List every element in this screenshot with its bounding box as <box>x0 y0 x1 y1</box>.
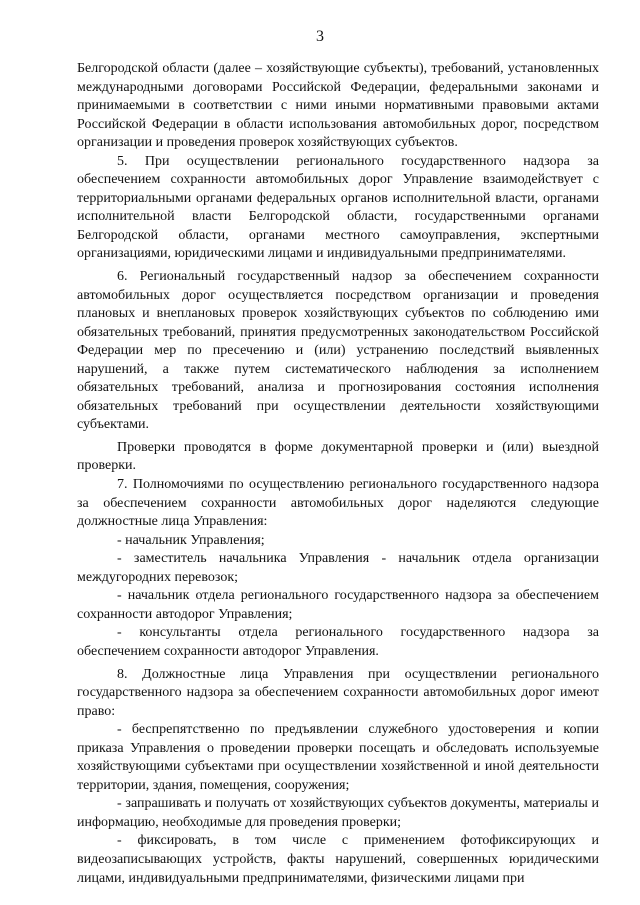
list-item: - запрашивать и получать от хозяйствующих субъектов документы, материалы и информацию, необходимые для проведения проверки; <box>77 796 599 830</box>
paragraph: 5. При осуществлении регионального государственного надзора за обеспечением сохранности автомобильных дорог Управление взаимодействует с территориальными органами федеральных органов исполнительной власти, органами исполнительной власти Белгородской области, государственными органами Белгородской области, органами местного самоуправления, экспертными организациями, юридическими лицами и индивидуальными предпринимателями. <box>77 153 599 262</box>
list-item: - заместитель начальника Управления - начальник отдела организации междугородних перевозок; <box>77 551 599 585</box>
list-item: - консультанты отдела регионального государственного надзора за обеспечением сохранности автодорог Управления. <box>77 625 599 659</box>
paragraph: 8. Должностные лица Управления при осуществлении регионального государственного надзора за обеспечением сохранности автомобильных дорог имеют право: <box>77 666 599 719</box>
paragraph: Проверки проводятся в форме документарной проверки и (или) выездной проверки. <box>77 439 599 474</box>
paragraph: Белгородской области (далее – хозяйствующие субъекты), требований, установленных международными договорами Российской Федерации, федеральными законами и принимаемыми в соответствии с ними иными нормативными правовыми актами Российской Федерации в области использования автомобильных дорог, посредством организации и проведения проверок хозяйствующих субъектов. <box>77 61 599 151</box>
paragraph: 6. Региональный государственный надзор за обеспечением сохранности автомобильных дорог осуществляется посредством организации и проведения плановых и внеплановых проверок хозяйствующих субъектов по соблюдению ими обязательных требований, принятия предусмотренных законодательством Российской Федерации мер по пресечению и (или) устранению последствий выявленных нарушений, а также путем систематического наблюдения за исполнением обязательных требований, анализа и прогнозирования состояния исполнения обязательных требований при осуществлении деятельности хозяйствующими субъектами. <box>77 269 599 433</box>
list-item: - беспрепятственно по предъявлении служебного удостоверения и копии приказа Управления о проведении проверки посещать и обследовать используемые хозяйствующими субъектами при осуществлении хозяйственной и иной деятельности территории, здания, помещения, сооружения; <box>77 722 599 793</box>
document-body <box>77 60 599 888</box>
list-item: - начальник Управления; <box>117 532 265 548</box>
page-number: 3 <box>316 28 324 45</box>
list-item: - фиксировать, в том числе с применением фотофиксирующих и видеозаписывающих устройств, факты нарушений, совершенных юридическими лицами, индивидуальными предпринимателями, физическими лицами при <box>77 833 599 886</box>
list-item: - начальник отдела регионального государственного надзора за обеспечением сохранности автодорог Управления; <box>77 588 599 622</box>
paragraph: 7. Полномочиями по осуществлению регионального государственного надзора за обеспечением сохранности автомобильных дорог наделяются следующие должностные лица Управления: <box>77 477 599 530</box>
